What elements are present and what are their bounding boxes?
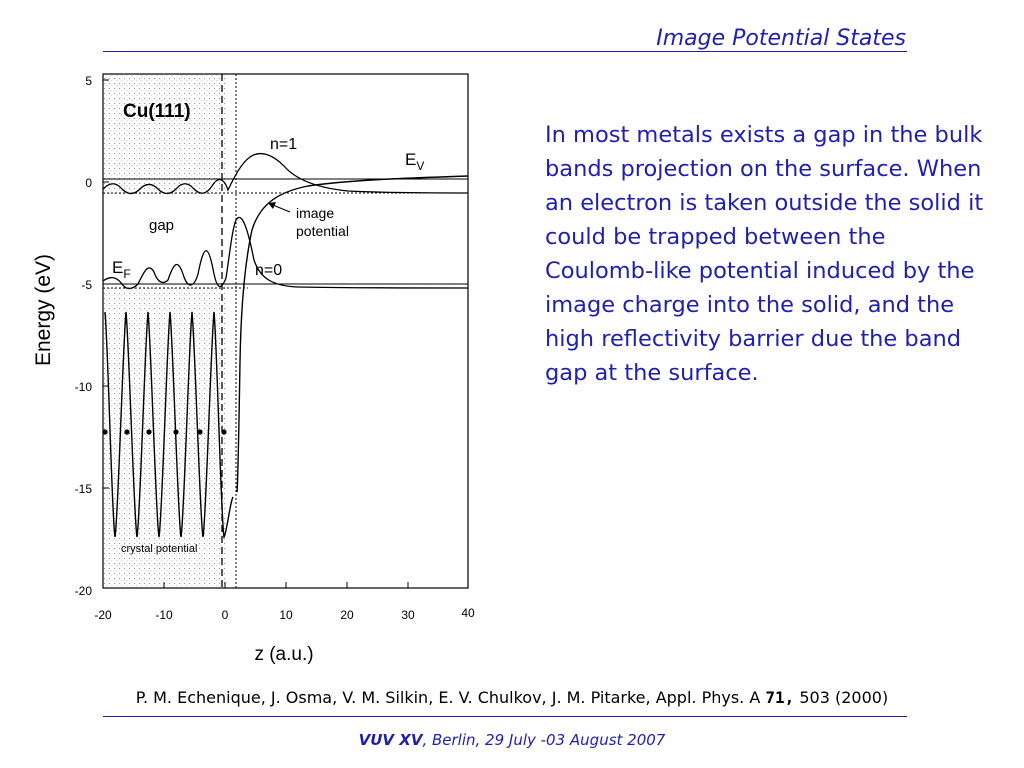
x-tick-label: 40 [461,606,475,620]
x-tick-label: -10 [155,608,173,622]
ef-label: $E_F$ [112,258,131,281]
slide-title: Image Potential States [656,26,906,51]
x-tick-label: 0 [221,608,229,622]
x-tick-label: 30 [401,608,415,622]
citation-volume: 71, [765,688,795,707]
x-tick-label: 10 [279,608,293,622]
n1-label: n=1 [270,136,298,153]
citation [0,688,1024,707]
y-tick-label: 0 [85,176,92,190]
bulk-shaded-region-upper [103,74,226,194]
n0-label: n=0 [255,262,283,279]
footer-divider [103,716,907,717]
footer-details: , Berlin, 29 July -03 August 2007 [422,731,666,749]
body-text: In most metals exists a gap in the bulk bands projection on the surface. When an electron is taken outside the solid it could be trapped between the Coulomb-like potential induced by the image charge into the solid, and the high reflectivity barrier due the band gap at the surface. [545,122,984,386]
image-potential-curve [237,176,468,492]
x-axis-title: z (a.u.) [254,644,314,665]
x-tick-label: -20 [94,608,112,622]
citation-pages: 503 (2000) [794,688,889,707]
y-tick-label: -10 [74,380,92,394]
y-tick-label: 5 [85,74,92,88]
sample-label: Cu(111) [123,101,191,122]
footer [0,731,1024,749]
crystal-potential-label: crystal potential [121,543,198,555]
y-tick-label: -15 [74,482,92,496]
x-tick-label: 20 [340,608,354,622]
energy-diagram [28,62,508,674]
y-axis-title: Energy (eV) [32,253,55,367]
gap-label: gap [149,217,175,234]
y-tick-label: -20 [74,584,92,598]
image-potential-label-line2: potential [296,223,349,239]
title-divider [103,51,907,52]
image-potential-label-line1: image [296,205,335,221]
citation-authors: P. M. Echenique, J. Osma, V. M. Silkin, E. V. Chulkov, J. M. Pitarke, Appl. Phys. A [135,688,766,707]
ev-label: $E_V$ [405,150,425,173]
footer-conference: VUV XV [358,731,423,749]
y-tick-label: -5 [81,278,92,292]
